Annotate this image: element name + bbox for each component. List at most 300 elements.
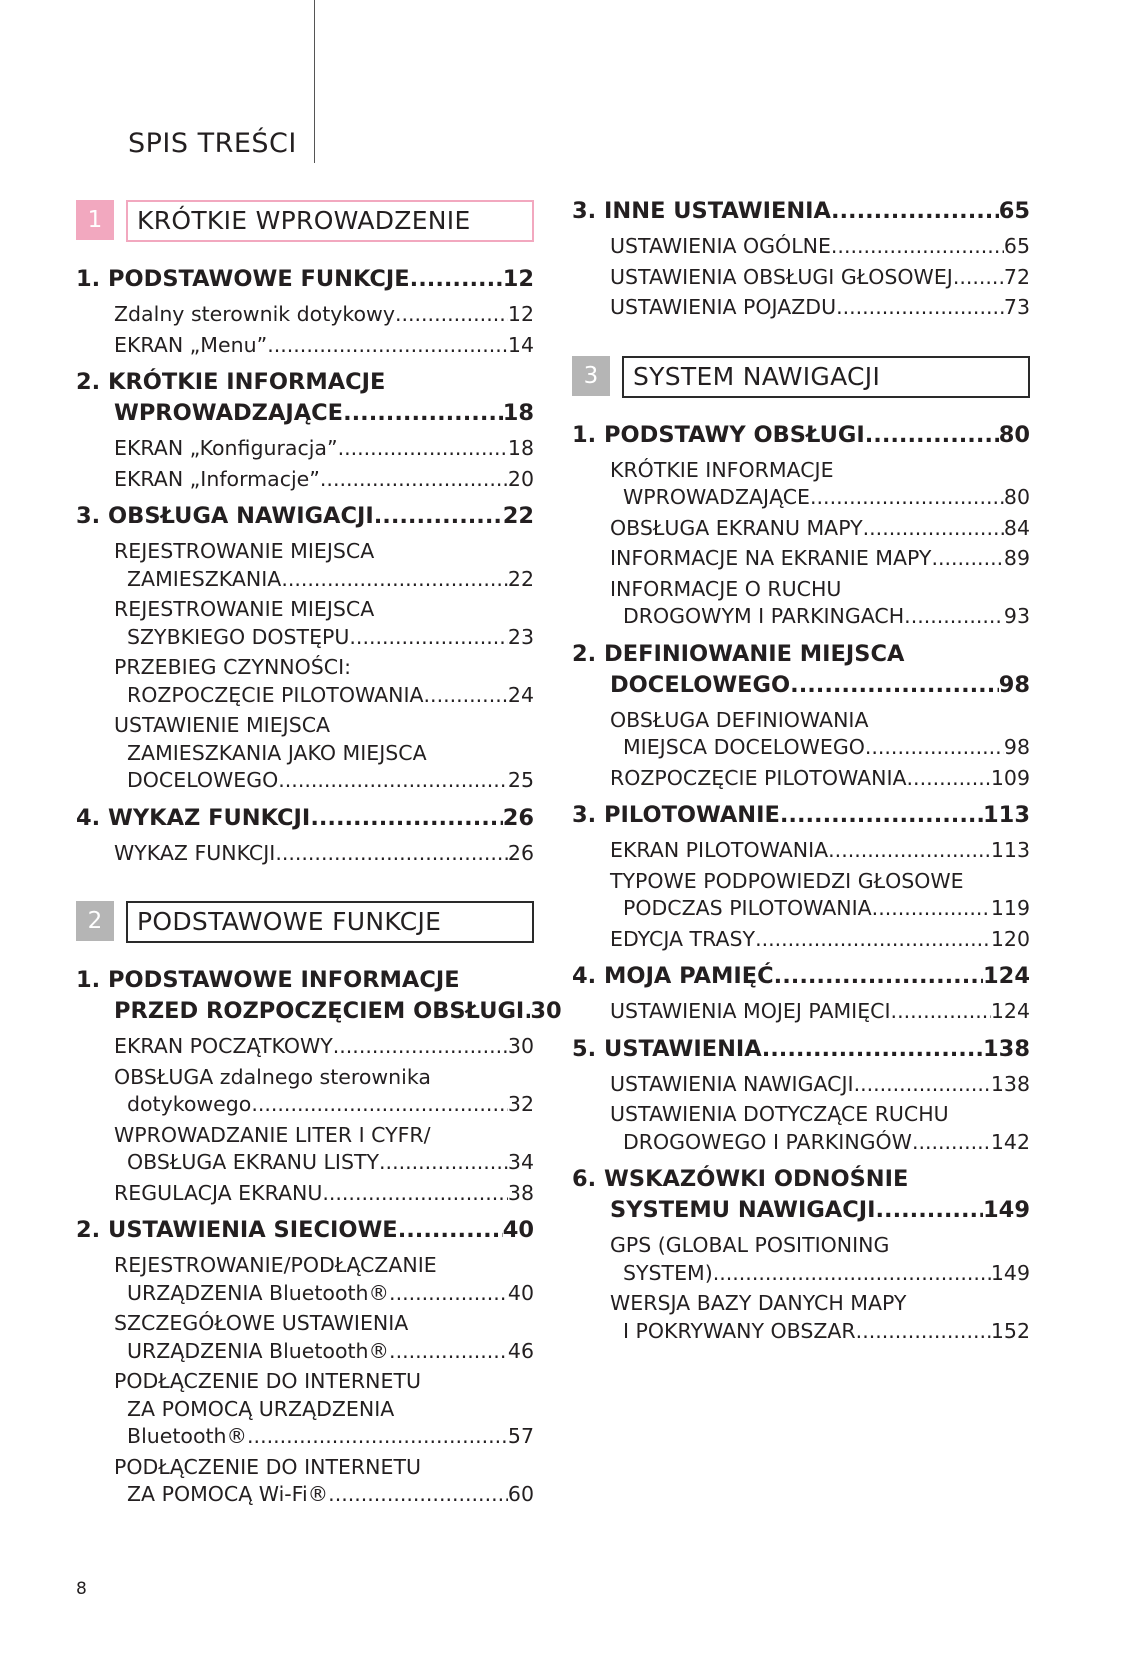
dot-leader [891,998,991,1026]
chapter-page-number: 138 [983,1035,1030,1062]
entry-line: INFORMACJE O RUCHU [610,576,842,601]
entry-list [76,1033,534,1207]
entry-line: REJESTROWANIE MIEJSCA [114,597,375,621]
chapter-number: 4. [572,963,597,989]
entry-text: MIEJSCA DOCELOWEGO [623,735,865,759]
dot-leader [374,501,503,532]
entry-text: PODCZAS PILOTOWANIA [623,896,872,920]
chapter-title-line [76,398,534,429]
chapter-title-text: KRÓTKIE INFORMACJE [108,369,386,395]
dot-leader [831,196,999,227]
entry-list [76,301,534,359]
chapter-heading[interactable] [572,800,1030,831]
chapter-title-text: USTAWIENIA [604,1035,762,1062]
chapter-number: 1. [572,421,597,448]
chapter-title-line [76,996,562,1027]
toc-entry[interactable] [610,868,1030,923]
entry-line [610,294,1030,322]
toc-entry[interactable] [114,1122,534,1177]
entry-line: USTAWIENIA DOTYCZĄCE RUCHU [610,1102,949,1126]
entry-line [114,566,534,594]
entry-page-number: 38 [507,1180,534,1205]
toc-entry[interactable] [610,264,1030,292]
toc-entry[interactable] [114,1454,534,1509]
chapter-title-text: USTAWIENIA SIECIOWE [108,1217,398,1243]
entry-page-number: 89 [1003,546,1030,570]
entry-text: Bluetooth® [127,1424,248,1448]
entry-line [610,998,1030,1026]
entry-text: I POKRYWANY OBSZAR [623,1318,856,1343]
toc-entry[interactable] [610,707,1030,762]
chapter-page-number: 124 [983,963,1030,989]
section-title: SYSTEM NAWIGACJI [622,356,1030,398]
section-header [76,901,534,941]
entry-text: SYSTEM) [623,1260,713,1285]
chapter-number: 1. [76,967,101,993]
entry-line [610,1129,1030,1157]
chapter [572,639,1030,793]
entry-text: ZAMIESZKANIA [127,566,282,591]
entry-page-number: 24 [507,682,534,707]
dot-leader [310,803,502,834]
dot-leader [389,1280,508,1308]
dot-leader [865,420,999,451]
entry-line [114,840,534,868]
dot-leader [320,466,508,494]
entry-line [610,233,1030,261]
entry-line [114,332,534,360]
entry-list [572,457,1030,631]
toc-entry[interactable] [114,1368,534,1451]
chapter-heading[interactable] [76,367,534,429]
chapter [76,501,534,795]
chapter-title-line [572,1164,1030,1195]
entry-text: USTAWIENIA OGÓLNE [610,234,831,258]
dot-leader [343,398,503,429]
chapter-title-line [76,965,534,996]
chapter-heading[interactable] [572,196,1030,227]
entry-list [76,1252,534,1509]
chapter-page-number: 113 [983,802,1030,828]
entry-line: PODŁĄCZENIE DO INTERNETU [114,1454,421,1479]
toc-entry[interactable] [610,1232,1030,1287]
entry-line [610,515,1030,543]
entry-text: dotykowego [127,1092,252,1116]
dot-leader [856,1318,991,1346]
toc-entry[interactable] [610,765,1030,793]
entry-line [610,264,1030,292]
entry-line [114,624,534,652]
chapter-number: 5. [572,1035,597,1062]
dot-leader [780,800,983,831]
entry-line: GPS (GLOBAL POSITIONING [610,1233,890,1257]
chapter-heading[interactable] [76,1215,534,1246]
entry-line [114,1180,534,1208]
chapter [572,1034,1030,1157]
chapter-title-text: PRZED ROZPOCZĘCIEM OBSŁUGI [114,998,525,1024]
chapter-page-number: 149 [983,1197,1030,1223]
entry-page-number: 46 [507,1338,534,1363]
dot-leader [328,1481,508,1509]
section-header [76,200,534,240]
entry-line: PODŁĄCZENIE DO INTERNETU [114,1369,421,1393]
entry-text: OBSŁUGA EKRANU MAPY [610,515,863,540]
entry-text: REGULACJA EKRANU [114,1180,323,1205]
entry-page-number: 72 [1003,264,1030,289]
entry-page-number: 34 [507,1150,534,1174]
chapter [572,800,1030,953]
dot-leader [247,1423,508,1451]
toc-entry[interactable] [114,301,534,329]
entry-page-number: 73 [1003,295,1030,319]
entry-text: URZĄDZENIA Bluetooth® [127,1338,390,1363]
page-number: 8 [76,1579,87,1599]
toc-entry[interactable] [114,1252,534,1307]
entry-text: USTAWIENIA POJAZDU [610,295,837,319]
entry-page-number: 119 [990,896,1030,920]
dot-leader [333,1033,508,1061]
chapter-page-number: 22 [502,503,534,529]
entry-line: SZCZEGÓŁOWE USTAWIENIA [114,1311,409,1335]
toc-entry[interactable] [114,654,534,709]
chapter-title-line [572,1195,1030,1226]
entry-line [610,734,1030,762]
chapter-page-number: 30 [530,998,562,1024]
dot-leader [828,837,991,865]
entry-text: USTAWIENIA MOJEJ PAMIĘCI [610,999,891,1023]
entry-text: Zdalny sterownik dotykowy [114,302,395,326]
entry-line: KRÓTKIE INFORMACJE [610,457,834,482]
dot-leader [281,566,508,594]
dot-leader [338,435,508,463]
entry-line [114,767,534,795]
toc-entry[interactable] [610,1290,1030,1345]
entry-page-number: 23 [507,624,534,649]
toc-left-column [76,200,562,1517]
chapter-number: 3. [572,198,597,224]
entry-page-number: 60 [507,1482,534,1506]
entry-text: EKRAN PILOTOWANIA [610,838,829,862]
dot-leader [713,1260,991,1288]
entry-page-number: 152 [990,1318,1030,1343]
entry-page-number: 32 [507,1092,534,1116]
toc-entry[interactable] [610,1071,1030,1099]
dot-leader [931,545,1003,573]
entry-line [114,682,534,710]
dot-leader [912,1129,991,1157]
toc-entry[interactable] [114,435,534,463]
dot-leader [810,484,1004,512]
entry-text: INFORMACJE NA EKRANIE MAPY [610,546,932,570]
dot-leader [398,1215,503,1246]
entry-page-number: 120 [990,926,1030,951]
chapter-title-line [76,1215,534,1246]
chapter [76,965,562,1207]
chapter-number: 3. [572,802,597,828]
dot-leader [322,1180,508,1208]
chapter-heading[interactable] [572,961,1030,992]
chapter-heading[interactable] [76,803,534,834]
toc-entry[interactable] [114,712,534,795]
entry-page-number: 57 [507,1424,534,1448]
entry-page-number: 149 [990,1260,1030,1285]
chapter-title-text: PILOTOWANIE [604,802,780,828]
toc-entry[interactable] [114,1033,534,1061]
toc-entry[interactable] [114,1064,534,1119]
entry-page-number: 12 [507,302,534,326]
chapter-heading[interactable] [76,965,562,1027]
toc-entry[interactable] [610,457,1030,512]
dot-leader [831,233,1004,261]
entry-text: ROZPOCZĘCIE PILOTOWANIA [610,765,907,790]
chapter-heading[interactable] [572,639,1030,701]
dot-leader [410,264,503,295]
dot-leader [389,1338,508,1366]
page-title: SPIS TREŚCI [128,128,297,159]
chapter [76,803,534,868]
section-header [572,356,1030,396]
chapter-number: 2. [76,1217,101,1243]
dot-leader [875,1195,983,1226]
entry-text: EKRAN „Informacje” [114,466,320,491]
entry-line [610,603,1030,631]
dot-leader [904,603,1004,631]
entry-text: URZĄDZENIA Bluetooth® [127,1280,390,1305]
dot-leader [349,624,508,652]
entry-line [610,926,1030,954]
entry-text: USTAWIENIA OBSŁUGI GŁOSOWEJ [610,264,953,289]
chapter-number: 1. [76,266,101,292]
toc-entry[interactable] [610,837,1030,865]
entry-list [572,233,1030,322]
toc-entry[interactable] [114,596,534,651]
toc-entry[interactable] [114,332,534,360]
chapter-number: 2. [76,369,101,395]
entry-page-number: 124 [990,999,1030,1023]
entry-line [114,1338,534,1366]
entry-text: DROGOWEGO I PARKINGÓW [623,1129,912,1154]
toc-entry[interactable] [610,926,1030,954]
entry-line [114,466,534,494]
entry-page-number: 20 [507,466,534,491]
chapter-title-line [76,264,534,295]
dot-leader [854,1071,991,1099]
chapter-title-text: PODSTAWOWE INFORMACJE [108,967,460,993]
chapter-title-text: PODSTAWOWE FUNKCJE [108,266,410,292]
entry-page-number: 18 [507,436,534,460]
toc-right-column [572,196,1030,1353]
chapter-number: 4. [76,804,101,831]
dot-leader [872,895,991,923]
section-number-badge: 3 [572,356,610,396]
dot-leader [278,767,508,795]
entry-line [610,1318,1030,1346]
entry-line [610,837,1030,865]
entry-line [114,1280,534,1308]
entry-text: EKRAN „Konfiguracja” [114,436,338,460]
chapter-page-number: 80 [998,421,1030,448]
entry-page-number: 26 [507,840,534,865]
entry-line [114,1033,534,1061]
chapter-heading[interactable] [572,420,1030,451]
entry-text: ZA POMOCĄ Wi-Fi® [127,1482,329,1506]
chapter-title-line [572,420,1030,451]
entry-text: SZYBKIEGO DOSTĘPU [127,624,350,649]
entry-line: OBSŁUGA zdalnego sterownika [114,1064,431,1089]
section-spacer [572,330,1030,356]
dot-leader [863,515,1004,543]
chapter-title-line [572,800,1030,831]
chapter-title-text: SYSTEMU NAWIGACJI [610,1197,876,1223]
dot-leader [953,264,1004,292]
chapter-title-line [572,670,1030,701]
entry-line: PRZEBIEG CZYNNOŚCI: [114,655,352,679]
toc-entry[interactable] [610,233,1030,261]
chapter-page-number: 65 [998,198,1030,224]
toc-entry[interactable] [114,840,534,868]
entry-line [610,545,1030,573]
entry-list [76,538,534,795]
entry-line [610,1071,1030,1099]
toc-entry[interactable] [114,466,534,494]
toc-entry[interactable] [114,1180,534,1208]
chapter [572,1164,1030,1345]
dot-leader [275,840,508,868]
chapter-title-line [572,961,1030,992]
chapter-title-text: MOJA PAMIĘĆ [604,963,774,989]
header-divider-line [314,0,315,163]
entry-text: WYKAZ FUNKCJI [114,840,276,865]
entry-text: EKRAN POCZĄTKOWY [114,1034,333,1058]
entry-line: OBSŁUGA DEFINIOWANIA [610,707,869,732]
chapter [572,420,1030,631]
entry-text: USTAWIENIA NAWIGACJI [610,1071,854,1096]
entry-line: WERSJA BAZY DANYCH MAPY [610,1291,907,1315]
chapter-heading[interactable] [76,501,534,532]
toc-entry[interactable] [610,998,1030,1026]
dot-leader [907,765,991,793]
chapter-page-number: 98 [998,671,1030,698]
entry-line [114,1091,534,1119]
entry-line: ZAMIESZKANIA JAKO MIEJSCA [127,740,427,765]
chapter-page-number: 12 [502,266,534,292]
entry-list [572,1232,1030,1345]
chapter-title-text: OBSŁUGA NAWIGACJI [108,503,374,529]
entry-text: ROZPOCZĘCIE PILOTOWANIA [127,682,424,707]
chapter-heading[interactable] [572,1034,1030,1065]
entry-page-number: 30 [507,1034,534,1058]
entry-line: TYPOWE PODPOWIEDZI GŁOSOWE [610,868,964,893]
entry-text: OBSŁUGA EKRANU LISTY [127,1150,380,1174]
chapter-title-line [76,803,534,834]
chapter-page-number: 40 [502,1217,534,1243]
chapter-heading[interactable] [76,264,534,295]
chapter-title-text: WPROWADZAJĄCE [114,400,344,426]
entry-line: ZA POMOCĄ URZĄDZENIA [127,1396,395,1421]
entry-line [114,435,534,463]
dot-leader [762,1034,983,1065]
dot-leader [424,682,508,710]
entry-text: WPROWADZAJĄCE [623,485,811,509]
entry-list [572,998,1030,1026]
dot-leader [790,670,999,701]
chapter [572,196,1030,322]
entry-page-number: 142 [990,1129,1030,1154]
toc-entry[interactable] [114,538,534,593]
entry-line [114,1423,534,1451]
entry-line [610,484,1030,512]
entry-list [572,707,1030,793]
dot-leader [267,332,508,360]
chapter-heading[interactable] [572,1164,1030,1226]
entry-page-number: 40 [507,1280,534,1305]
dot-leader [836,294,1004,322]
section-number-badge: 1 [76,200,114,240]
toc-entry[interactable] [610,294,1030,322]
entry-line: USTAWIENIE MIEJSCA [114,713,331,737]
entry-page-number: 109 [990,765,1030,790]
section-spacer [76,875,534,901]
entry-line [610,1260,1030,1288]
toc-entry[interactable] [610,515,1030,543]
toc-entry[interactable] [610,545,1030,573]
entry-line: REJESTROWANIE/PODŁĄCZANIE [114,1253,437,1277]
entry-line [114,1149,534,1177]
entry-text: EKRAN „Menu” [114,332,268,357]
section-number-badge: 2 [76,901,114,941]
entry-list [572,1071,1030,1157]
toc-entry[interactable] [114,1310,534,1365]
dot-leader [395,301,508,329]
entry-list [76,435,534,493]
entry-page-number: 65 [1003,234,1030,258]
toc-entry[interactable] [610,1101,1030,1156]
dot-leader [251,1091,508,1119]
entry-line [114,1481,534,1509]
chapter-title-text: WYKAZ FUNKCJI [108,804,311,831]
chapter-title-text: INNE USTAWIENIA [604,198,831,224]
dot-leader [755,926,991,954]
chapter-number: 2. [572,640,597,667]
entry-page-number: 22 [507,566,534,591]
entry-page-number: 14 [507,332,534,357]
entry-line: WPROWADZANIE LITER I CYFR/ [114,1122,431,1147]
chapter [76,367,534,493]
chapter-title-text: DEFINIOWANIE MIEJSCA [604,640,905,667]
dot-leader [774,961,983,992]
toc-entry[interactable] [610,576,1030,631]
entry-list [572,837,1030,953]
chapter-number: 3. [76,503,101,529]
chapter-title-text: WSKAZÓWKI ODNOŚNIE [604,1166,909,1192]
entry-text: DOCELOWEGO [127,768,279,792]
chapter [76,1215,534,1509]
entry-text: EDYCJA TRASY [610,926,756,951]
entry-line: REJESTROWANIE MIEJSCA [114,539,375,563]
entry-page-number: 98 [1003,735,1030,759]
entry-page-number: 80 [1003,485,1030,509]
chapter-title-line [76,501,534,532]
chapter-title-line [572,1034,1030,1065]
entry-text: DROGOWYM I PARKINGACH [623,604,905,628]
chapter-title-text: DOCELOWEGO [610,671,791,698]
chapter-title-line [76,367,534,398]
chapter-title-line [572,639,1030,670]
chapter [572,961,1030,1026]
chapter-page-number: 18 [502,400,534,426]
chapter-title-text: PODSTAWY OBSŁUGI [604,421,865,448]
section-title: KRÓTKIE WPROWADZENIE [126,200,534,242]
